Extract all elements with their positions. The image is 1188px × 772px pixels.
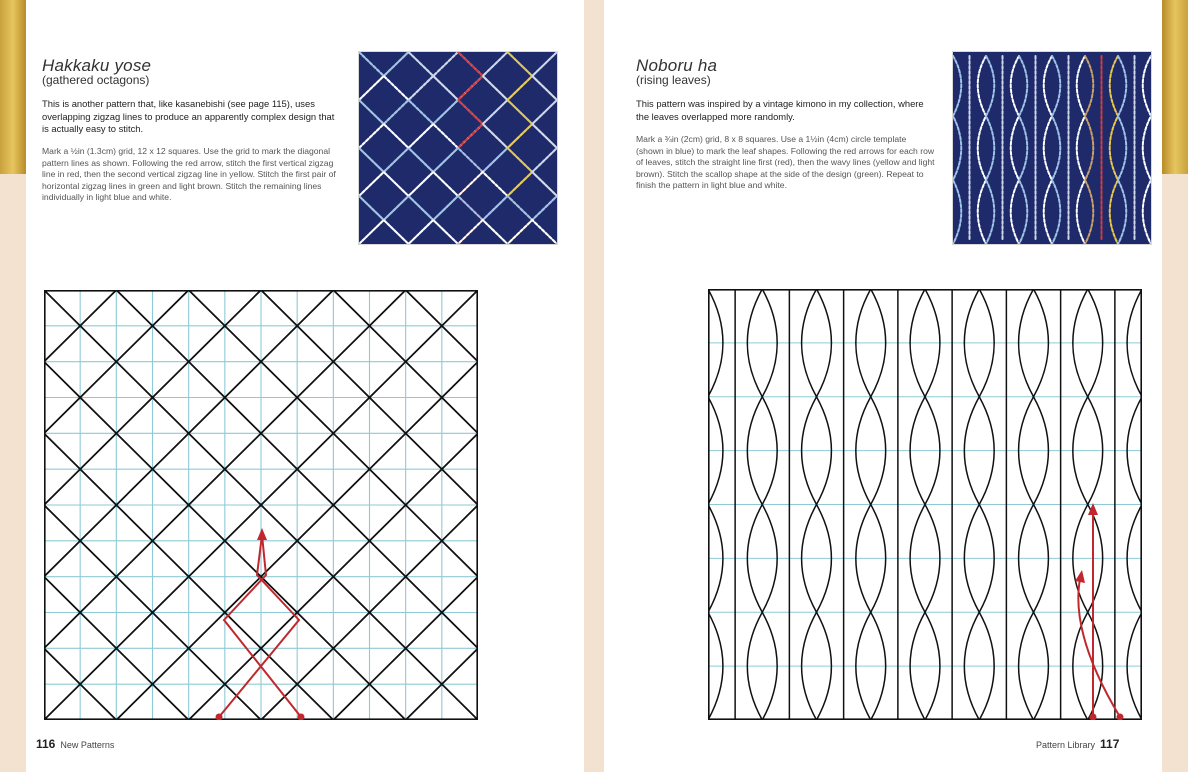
pattern-subtitle-right: (rising leaves) <box>636 73 711 87</box>
footer-right <box>1036 737 1119 751</box>
pattern-title-left: Hakkaku yose <box>42 56 152 75</box>
stitched-sample-left <box>358 51 558 245</box>
section-label-left: New Patterns <box>60 740 115 750</box>
noboru-ha-diagram <box>708 289 1142 720</box>
instructions-right: Mark a ¾in (2cm) grid, 8 x 8 squares. Use a 1½in (4cm) circle template (shown in blue) to mark the leaf shapes. Following the red arrows for each row of leaves, stitch the straight line first (red), then the wavy lines (yellow and light brown). Stitch the scallop shape at the side of the design (green). Repeat to finish the pattern in light blue and white. <box>636 134 935 191</box>
page-number-right: 117 <box>1100 737 1120 751</box>
section-label-right: Pattern Library <box>1036 740 1096 750</box>
stitched-sample-right <box>952 51 1152 245</box>
gold-edge-right <box>1162 0 1188 174</box>
hakkaku-yose-diagram <box>44 290 478 720</box>
footer-left <box>36 737 114 751</box>
intro-text-left: This is another pattern that, like kasanebishi (see page 115), uses overlapping zigzag lines to produce an apparently complex design that is actually easy to stitch. <box>42 98 335 134</box>
pattern-title-right: Noboru ha <box>636 56 718 75</box>
pattern-subtitle-left: (gathered octagons) <box>42 73 150 87</box>
instructions-left: Mark a ½in (1.3cm) grid, 12 x 12 squares. Use the grid to mark the diagonal pattern lines as shown. Following the red arrow, stitch the first vertical zigzag line in red, then the second vertical zigzag line in yellow. Stitch the first pair of horizontal zigzag lines in green and light brown. Stitch the remaining lines individually in light blue and white. <box>42 146 336 203</box>
stitched-sample-right-image <box>953 52 1151 244</box>
stitched-sample-left-image <box>359 52 557 244</box>
page-number-left: 116 <box>36 737 56 751</box>
gold-edge-left <box>0 0 26 174</box>
intro-text-right: This pattern was inspired by a vintage kimono in my collection, where the leaves overlapped more randomly. <box>636 98 924 122</box>
